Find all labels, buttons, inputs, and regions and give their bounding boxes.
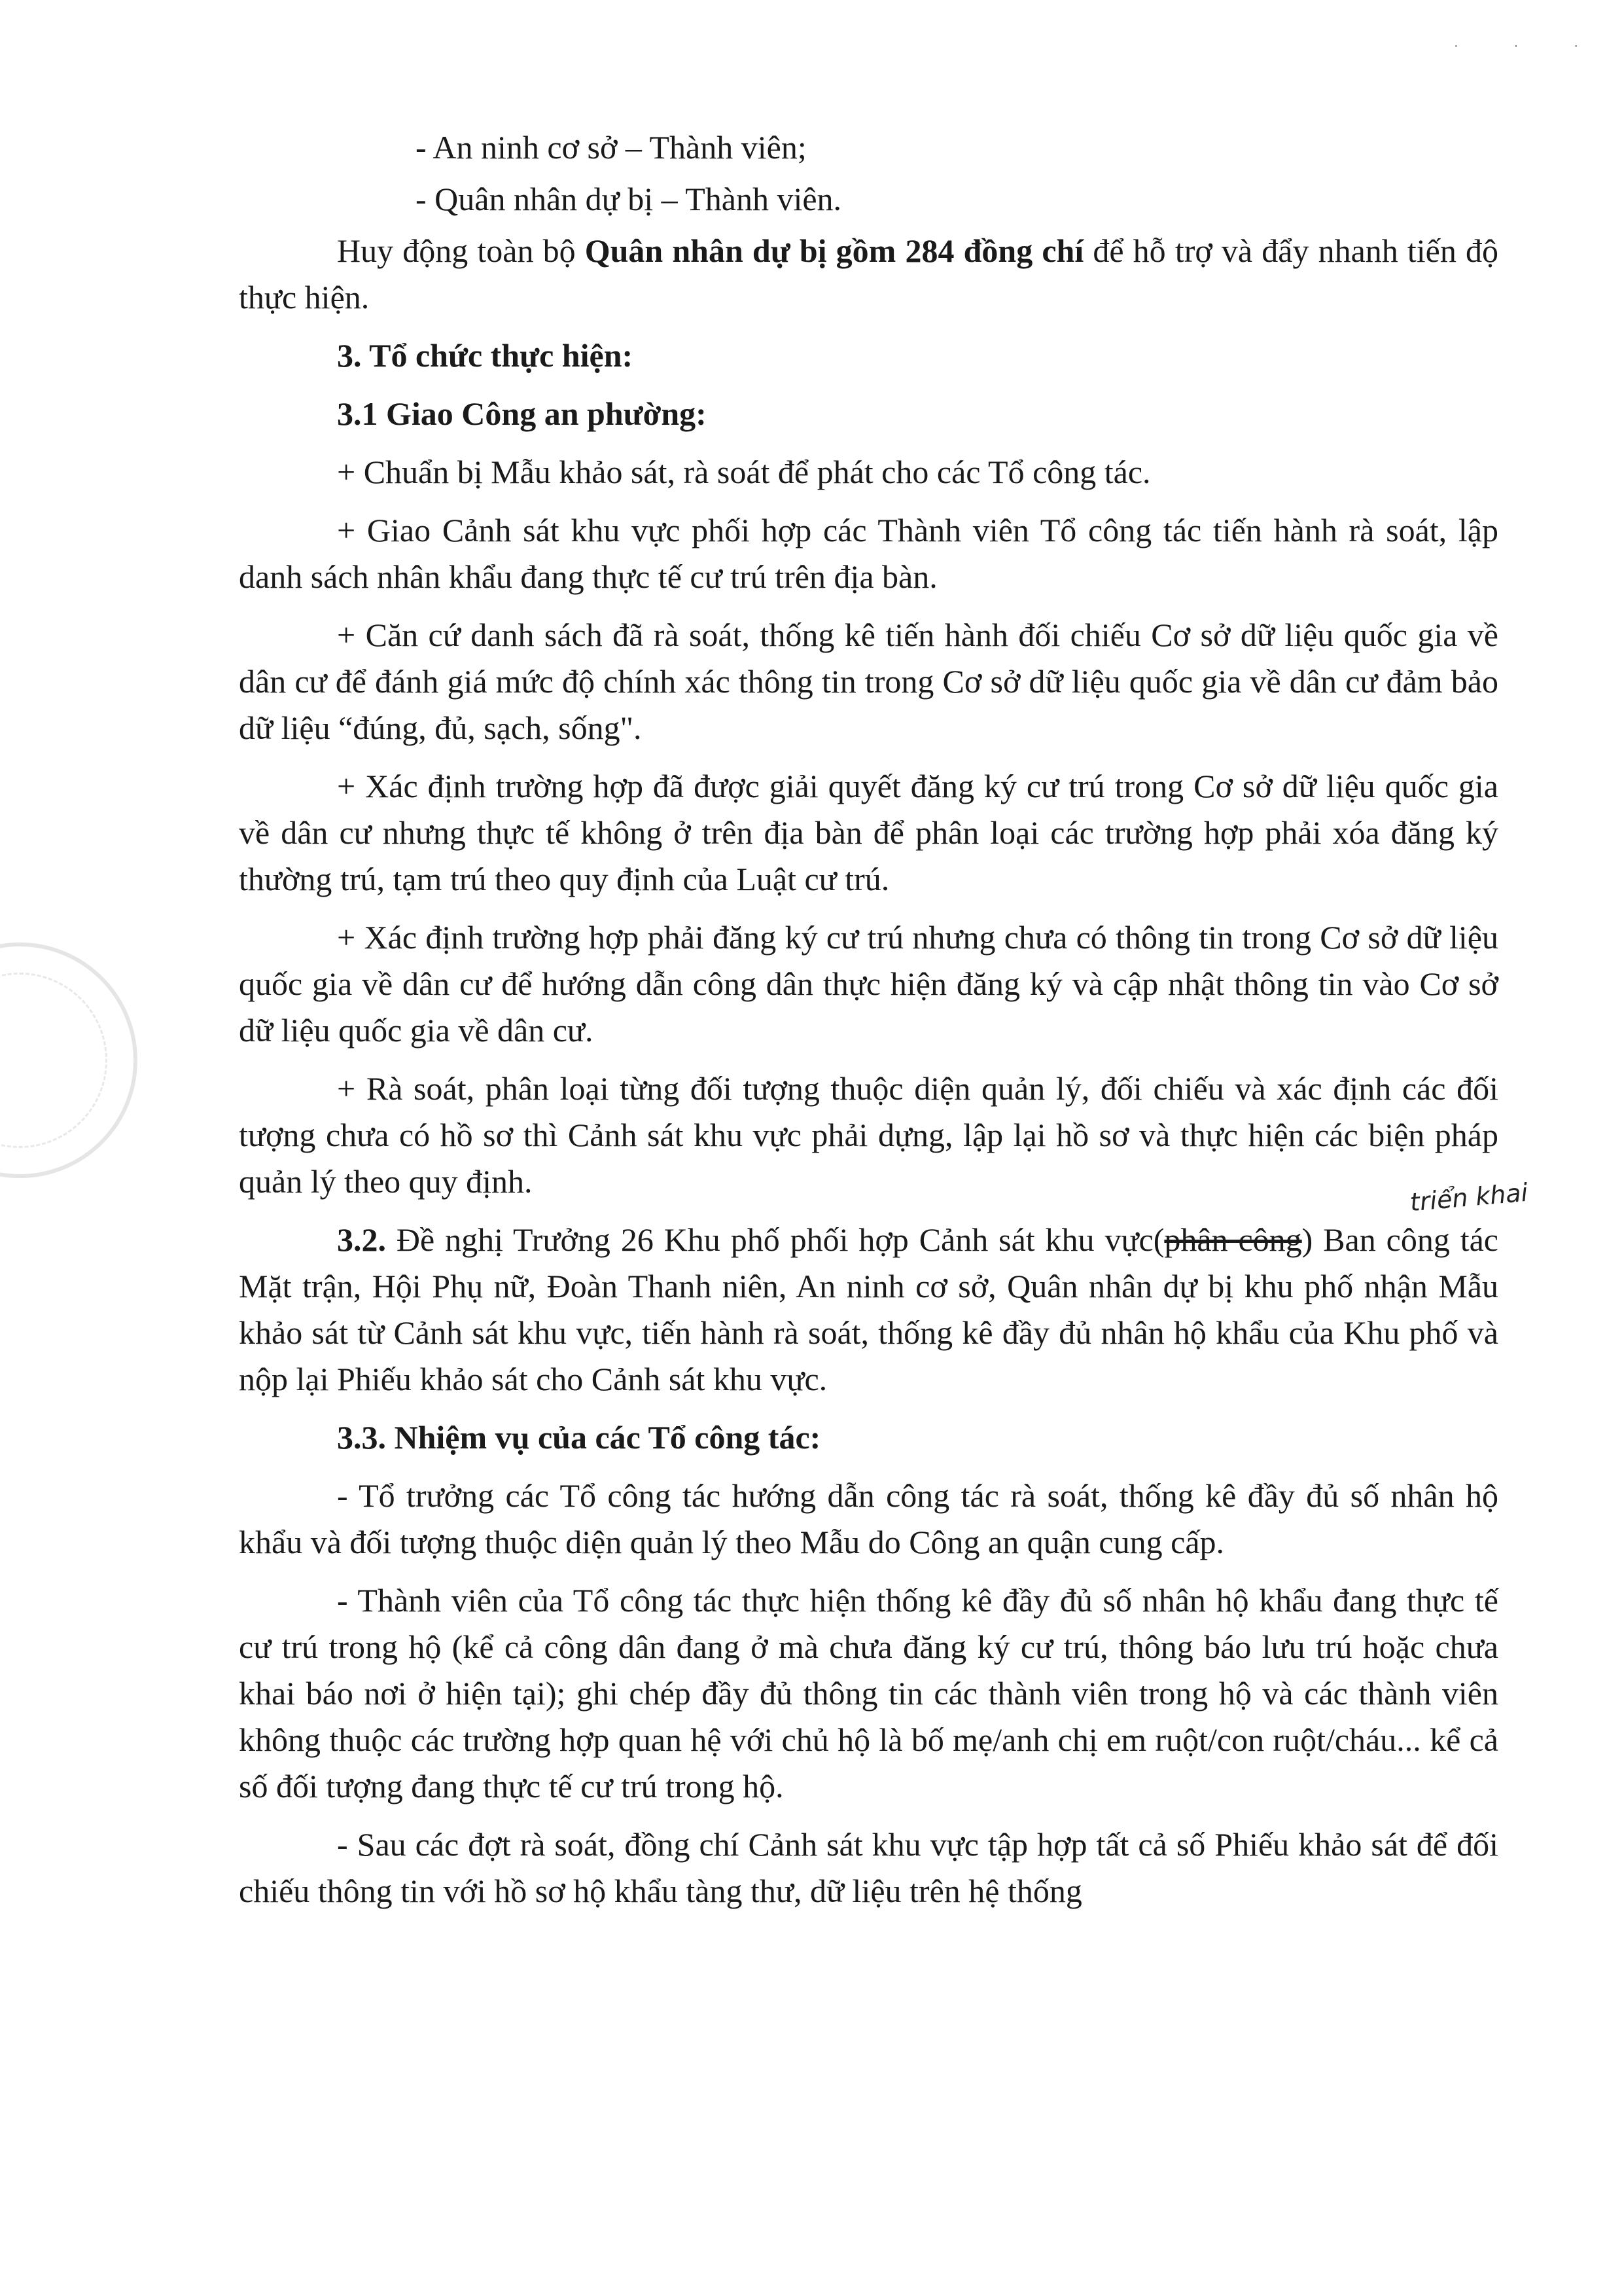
mobilize-post: để hỗ trợ và đẩy nhanh tiến độ thực hiện. <box>239 232 1498 315</box>
faded-stamp-inner-ring <box>0 973 107 1148</box>
faded-stamp-seal <box>0 942 137 1178</box>
team-leader-duty: - Tổ trưởng các Tổ công tác hướng dẫn công tác rà soát, thống kê đầy đủ số nhân hộ khẩu và đối tượng thuộc diện quản lý theo Mẫu do Công an quận cung cấp. <box>239 1477 1498 1560</box>
handwritten-note: triển khai <box>1409 1177 1529 1217</box>
member-line-reserve: - Quân nhân dự bị – Thành viên. <box>415 181 842 217</box>
task-assign-police: + Giao Cảnh sát khu vực phối hợp các Thành viên Tổ công tác tiến hành rà soát, lập danh sách nhân khẩu đang thực tế cư trú trên địa bàn. <box>239 512 1498 595</box>
heading-3: 3. Tổ chức thực hiện: <box>337 337 633 374</box>
task-identify-registered: + Xác định trường hợp đã được giải quyết đăng ký cư trú trong Cơ sở dữ liệu quốc gia về dân cư nhưng thực tế không ở trên địa bàn để phân loại các trường hợp phải xóa đăng ký thường trú, tạm trú theo quy định của Luật cư trú. <box>239 768 1498 897</box>
after-review-duty: - Sau các đợt rà soát, đồng chí Cảnh sát khu vực tập hợp tất cả số Phiếu khảo sát để đối chiếu thông tin với hồ sơ hộ khẩu tàng thư, dữ liệu trên hệ thống <box>239 1826 1498 1909</box>
member-line-security: - An ninh cơ sở – Thành viên; <box>415 129 807 166</box>
struck-text: phân công <box>1164 1221 1302 1258</box>
document-body <box>239 124 1529 1914</box>
scan-specks: · · · <box>1454 39 1604 54</box>
task-compare-database: + Căn cứ danh sách đã rà soát, thống kê tiến hành đối chiếu Cơ sở dữ liệu quốc gia về dân cư để đánh giá mức độ chính xác thông tin trong Cơ sở dữ liệu quốc gia về dân cư đảm bảo dữ liệu “đúng, đủ, sạch, sống". <box>239 617 1498 746</box>
heading-3-3: 3.3. Nhiệm vụ của các Tổ công tác: <box>337 1419 821 1456</box>
team-member-duty: - Thành viên của Tổ công tác thực hiện thống kê đầy đủ số nhân hộ khẩu đang thực tế cư trú trong hộ (kể cả công dân đang ở mà chưa đăng ký cư trú, thông báo lưu trú hoặc chưa khai báo nơi ở hiện tại); ghi chép đầy đủ thông tin các thành viên trong hộ và các thành viên không thuộc các trường hợp quan hệ với chủ hộ là bố mẹ/anh chị em ruột/con ruột/cháu... kể cả số đối tượng đang thực tế cư trú trong hộ. <box>239 1582 1498 1804</box>
task-prepare-form: + Chuẩn bị Mẫu khảo sát, rà soát để phát cho các Tổ công tác. <box>337 454 1151 490</box>
mobilize-bold: Quân nhân dự bị gồm 284 đồng chí <box>584 232 1084 269</box>
paragraph-3-2-a: Đề nghị Trưởng 26 Khu phố phối hợp Cảnh sát khu vực( <box>386 1221 1165 1258</box>
task-identify-unregistered: + Xác định trường hợp phải đăng ký cư trú nhưng chưa có thông tin trong Cơ sở dữ liệu quốc gia về dân cư để hướng dẫn công dân thực hiện đăng ký và cập nhật thông tin vào Cơ sở dữ liệu quốc gia về dân cư. <box>239 919 1498 1049</box>
paragraph-3-2-number: 3.2. <box>337 1221 386 1258</box>
mobilize-paragraph <box>239 228 1498 321</box>
paragraph-3-2 <box>239 1177 1529 1403</box>
paragraph-3-2-b: ) Ban công tác Mặt trận, Hội Phụ nữ, Đoàn Thanh niên, An ninh cơ sở, Quân nhân dự bị khu phố nhận Mẫu khảo sát từ Cảnh sát khu vực, tiến hành rà soát, thống kê đầy đủ nhân hộ khẩu của Khu phố và nộp lại Phiếu khảo sát cho Cảnh sát khu vực. <box>239 1221 1498 1397</box>
heading-3-1: 3.1 Giao Công an phường: <box>337 395 707 432</box>
mobilize-pre: Huy động toàn bộ <box>337 232 585 269</box>
task-classify-subjects: + Rà soát, phân loại từng đối tượng thuộc diện quản lý, đối chiếu và xác định các đối tượng chưa có hồ sơ thì Cảnh sát khu vực phải dựng, lập lại hồ sơ và thực hiện các biện pháp quản lý theo quy định. <box>239 1070 1498 1200</box>
